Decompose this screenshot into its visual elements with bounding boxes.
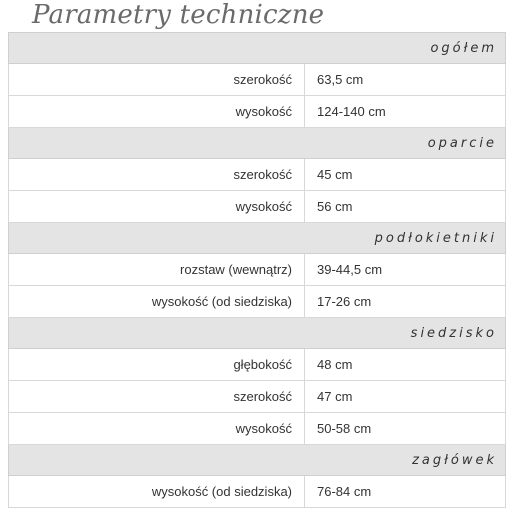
- row-label: wysokość (od siedziska): [9, 476, 305, 507]
- row-value: 76-84 cm: [317, 484, 372, 499]
- table-row: [8, 381, 506, 413]
- section-header-backrest: [8, 128, 506, 159]
- row-label: szerokość: [9, 159, 305, 190]
- section-title: oparcie: [427, 136, 497, 151]
- row-label: wysokość: [9, 413, 305, 444]
- table-row: [8, 476, 506, 508]
- section-header-seat: [8, 318, 506, 349]
- table-row: [8, 286, 506, 318]
- row-label: wysokość (od siedziska): [9, 286, 305, 317]
- section-title: podłokietniki: [374, 231, 497, 246]
- row-label: głębokość: [9, 349, 305, 380]
- row-label: rozstaw (wewnątrz): [9, 254, 305, 285]
- row-value: 45 cm: [317, 167, 353, 182]
- section-header-headrest: [8, 445, 506, 476]
- table-row: [8, 254, 506, 286]
- row-value: 17-26 cm: [317, 294, 372, 309]
- row-label: szerokość: [9, 64, 305, 95]
- row-value: 39-44,5 cm: [317, 262, 383, 277]
- row-value: 63,5 cm: [317, 72, 364, 87]
- row-label: wysokość: [9, 96, 305, 127]
- section-title: zagłówek: [412, 453, 497, 468]
- row-value: 50-58 cm: [317, 421, 372, 436]
- section-title: siedzisko: [410, 326, 497, 341]
- specs-table: [8, 32, 506, 508]
- table-row: [8, 96, 506, 128]
- row-value: 48 cm: [317, 357, 353, 372]
- page-title: Parametry techniczne: [32, 0, 325, 30]
- row-value: 56 cm: [317, 199, 353, 214]
- section-header-general: [8, 33, 506, 64]
- section-header-armrests: [8, 223, 506, 254]
- row-value: 47 cm: [317, 389, 353, 404]
- table-row: [8, 159, 506, 191]
- section-title: ogółem: [430, 41, 497, 56]
- row-value: 124-140 cm: [317, 104, 386, 119]
- table-row: [8, 191, 506, 223]
- table-row: [8, 64, 506, 96]
- row-label: wysokość: [9, 191, 305, 222]
- row-label: szerokość: [9, 381, 305, 412]
- table-row: [8, 349, 506, 381]
- table-row: [8, 413, 506, 445]
